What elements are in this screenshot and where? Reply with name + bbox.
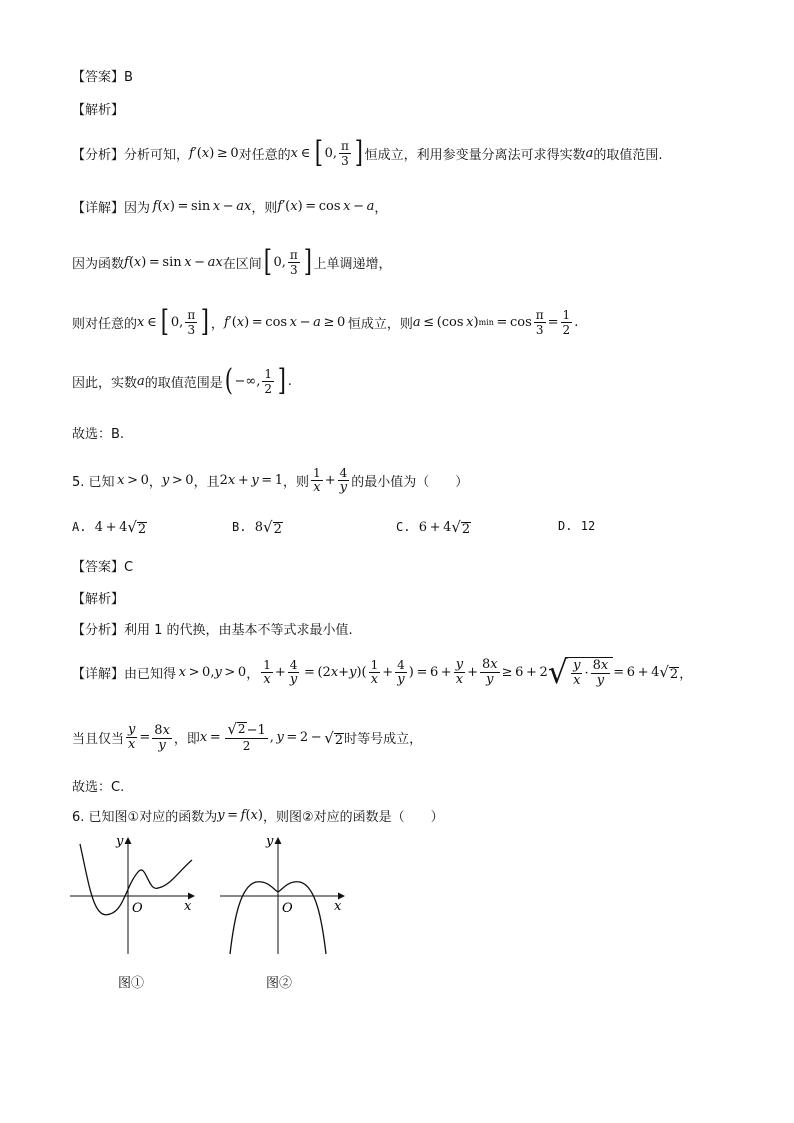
- detail-line-1-q5: 【详解】 由已知得 x > 0, y > 0 ， $\frac{1}{x}$ + $\frac{4}{y}$ = (2 x + y )( $\frac{1}{x}$ + $\frac{4}{y}$ ) = 6 + $\frac{y}{x}$ + $\frac{8x}{y}$ ≥ 6 + 2 √ $\frac{y}{x}$ · $\frac{8x}{y}$ = 6 + 4 √ 2 ，: [72, 653, 693, 691]
- detail-line-2-q4: 因为函数 f ( x ) = sin x − ax 在区间 [ 0, $\frac{\pi}{3}$ ] 上单调递增，: [72, 244, 392, 279]
- analysis-fenxi-q4: 【分析】 分析可知， f ′( x ) ≥ 0 对任意的 x ∈ [ 0, $\frac{\pi}{3}$ ] 恒成立，利用参变量分离法可求得实数 a 的取值范围.: [72, 135, 663, 170]
- choose-line-q5: 故选：C.: [72, 780, 125, 795]
- answer-line-q5: 【答案】C: [72, 560, 134, 575]
- options-row-q5: [72, 518, 722, 540]
- answer-line-q4: 【答案】B: [72, 70, 133, 85]
- axis-x-label: x: [184, 899, 192, 914]
- detail-line-4-q4: 因此，实数 a 的取值范围是 ( −∞, $\frac{1}{2}$ ] .: [72, 363, 292, 398]
- analysis-header-q4: 【解析】: [72, 103, 125, 118]
- figure-2-graph: [216, 830, 352, 960]
- detail-line-1-q4: 【详解】 因为 f ( x ) = sin x − ax ，则 f ′( x ) = cos x − a ，: [72, 199, 388, 216]
- axis-y-label: y: [266, 834, 274, 849]
- question-stem-q5: 5. 已知 x > 0 ， y > 0 ，且 2 x + y = 1 ，则 $\frac{1}{x}$ + $\frac{4}{y}$ 的最小值为（ ）: [72, 466, 469, 495]
- option-b[interactable]: B. 8 √ 2: [232, 518, 282, 537]
- choose-line-q4: 故选：B.: [72, 427, 125, 442]
- origin-label: O: [132, 901, 143, 916]
- question-stem-q6: 6. 已知图①对应的函数为 y = f ( x ) ，则图②对应的函数是（ ）: [72, 808, 444, 825]
- analysis-fenxi-q5: 【分析】 利用 1 的代换，由基本不等式求最小值.: [72, 623, 353, 638]
- figure-1-graph: [66, 830, 202, 960]
- axis-x-label: x: [334, 899, 342, 914]
- figure-1-caption: 图①: [118, 976, 145, 991]
- detail-line-3-q4: 则对任意的 x ∈ [ 0, $\frac{\pi}{3}$ ] ， f ′( x ) = cos x − a ≥ 0 恒成立，则 a ≤ (cos x ) min = cos $\frac{\pi}{3}$ = $\frac{1}{2}$ .: [72, 304, 579, 339]
- origin-label: O: [282, 901, 293, 916]
- option-d[interactable]: D. 12: [558, 518, 596, 533]
- figure-2-caption: 图②: [266, 976, 293, 991]
- option-a[interactable]: A. 4 + 4 √ 2: [72, 518, 147, 537]
- option-c[interactable]: C. 6 + 4 √ 2: [396, 518, 471, 537]
- detail-line-2-q5: 当且仅当 $\frac{y}{x}$ = $\frac{8x}{y}$ ，即 x = √ 2 −1 2 , y = 2 − √ 2 时等号成立，: [72, 720, 423, 753]
- axis-y-label: y: [116, 834, 124, 849]
- analysis-header-q5: 【解析】: [72, 592, 125, 607]
